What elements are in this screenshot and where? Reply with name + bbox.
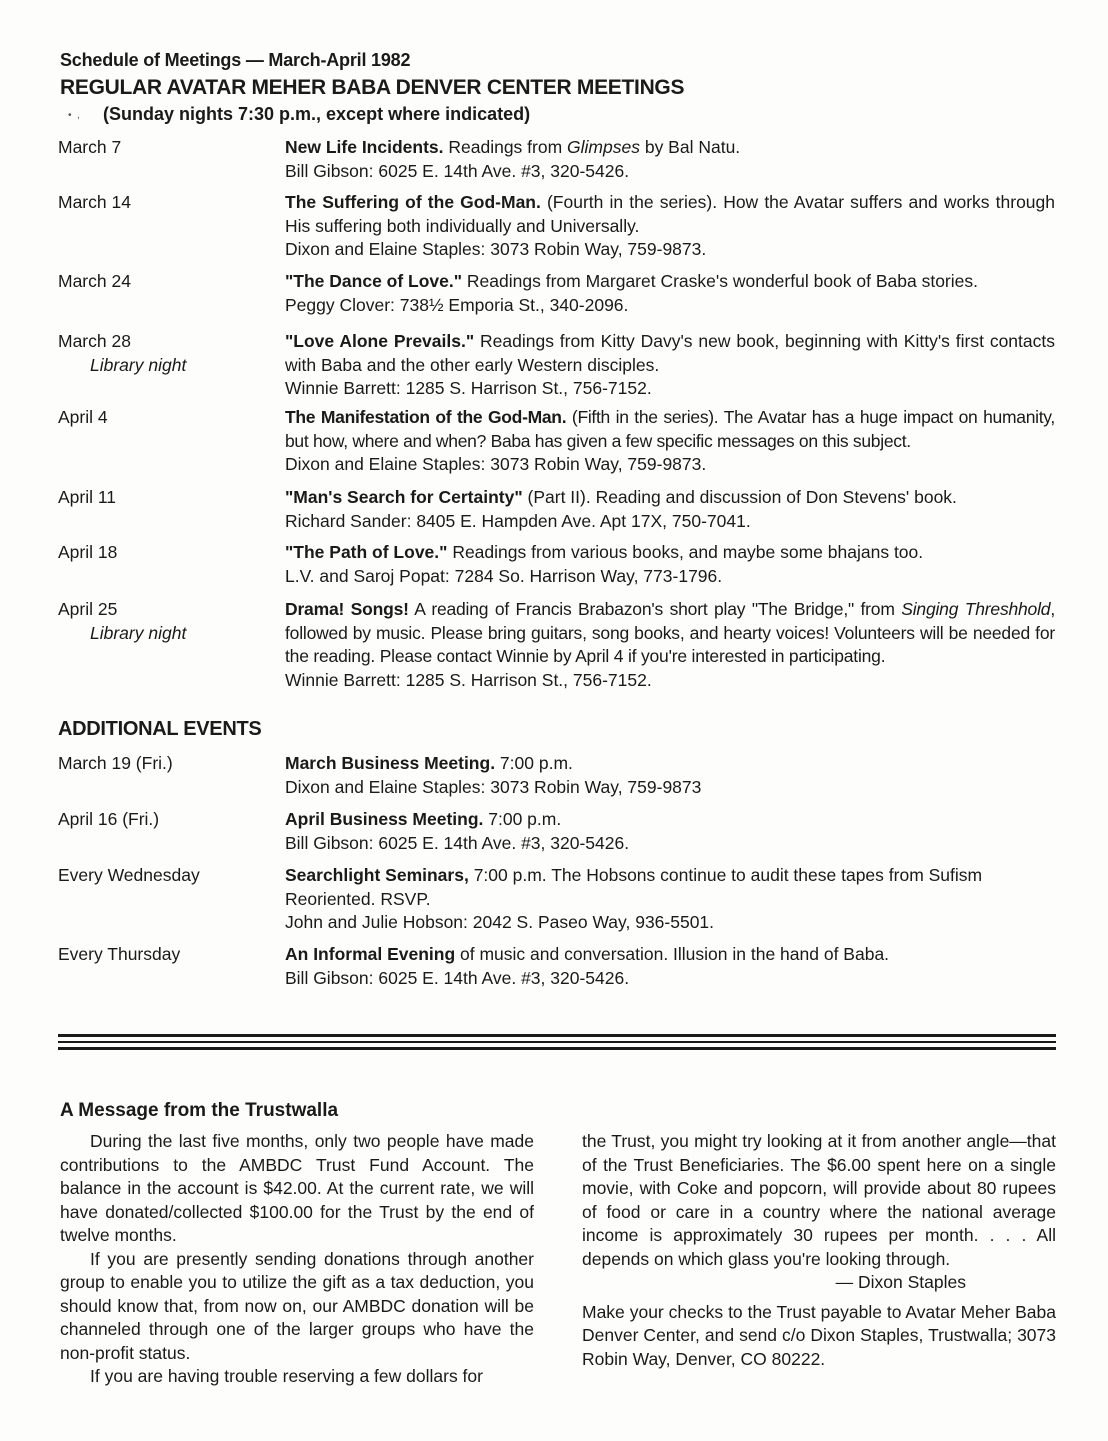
event-title: Searchlight Seminars, [285, 865, 469, 885]
meeting-host: Richard Sander: 8405 E. Hampden Ave. Apt 17X, 750-7041. [285, 510, 751, 531]
library-night-label: Library night [90, 622, 187, 643]
meeting-description: The Suffering of the God-Man. (Fourth in the series). How the Avatar suffers and works through His suffering both individually and Universally. Dixon and Elaine Staples: 3073 Robin Way, 759-9873. [285, 191, 1055, 262]
event-host: Bill Gibson: 6025 E. 14th Ave. #3, 320-5426. [285, 832, 630, 853]
event-date: Every Wednesday [58, 865, 200, 885]
event-title: April Business Meeting. [285, 809, 484, 829]
message-paragraph: During the last five months, only two people have made contributions to the AMBDC Trust Fund Account. The balance in the account is $42.00. At the current rate, we will have donated/collected $100.00 for the Trust by the end of twelve months. [60, 1131, 534, 1245]
additional-events-heading: ADDITIONAL EVENTS [58, 718, 262, 740]
event-host: Bill Gibson: 6025 E. 14th Ave. #3, 320-5426. [285, 967, 630, 988]
meeting-date: March 14 [58, 192, 131, 212]
meeting-host: Winnie Barrett: 1285 S. Harrison St., 756-7152. [285, 669, 652, 690]
meeting-host: Bill Gibson: 6025 E. 14th Ave. #3, 320-5426. [285, 160, 630, 181]
speck-mark: • , [68, 110, 80, 121]
meeting-host: Winnie Barrett: 1285 S. Harrison St., 756-7152. [285, 378, 652, 398]
meeting-date: March 7 [58, 137, 122, 157]
meeting-title: "The Dance of Love." [285, 271, 463, 291]
meeting-host: Dixon and Elaine Staples: 3073 Robin Way, 759-9873. [285, 239, 707, 259]
message-title: A Message from the Trustwalla [60, 1100, 339, 1121]
meeting-title: The Suffering of the God-Man. [285, 192, 541, 212]
event-title: March Business Meeting. [285, 753, 496, 773]
meeting-date: April 11 [58, 487, 117, 507]
meeting-date: March 24 [58, 271, 131, 291]
event-host: Dixon and Elaine Staples: 3073 Robin Way, 759-9873 [285, 776, 702, 797]
event-date: Every Thursday [58, 944, 181, 964]
schedule-heading: REGULAR AVATAR MEHER BABA DENVER CENTER MEETINGS [60, 76, 685, 99]
meeting-date: April 18 [58, 542, 118, 562]
meeting-description: The Manifestation of the God-Man. (Fifth in the series). The Avatar has a huge impact on humanity, but how, where and when? Baba has given a few specific messages on this subject. Dixon and Elaine Staples: 3073 Robin Way, 759-9873. [285, 406, 1055, 477]
meeting-description: New Life Incidents. Readings from Glimpses by Bal Natu. Bill Gibson: 6025 E. 14th Ave. #3, 320-5426. [285, 136, 1055, 183]
message-paragraph: the Trust, you might try looking at it from another angle—that of the Trust Beneficiaries. The $6.00 spent here on a single movie, with Coke and popcorn, will provide about 80 rupees of food or care in a country where the national average income is approximately 30 rupees per month. . . . All depends on which glass you're looking through. [582, 1131, 1056, 1269]
meeting-description: "The Dance of Love." Readings from Margaret Craske's wonderful book of Baba stories. Peggy Clover: 738½ Emporia St., 340-2096. [285, 270, 1055, 317]
event-date: March 19 (Fri.) [58, 753, 173, 773]
schedule-subheading: (Sunday nights 7:30 p.m., except where indicated) [103, 104, 531, 124]
event-description: April Business Meeting. 7:00 p.m. Bill Gibson: 6025 E. 14th Ave. #3, 320-5426. [285, 808, 1055, 855]
message-paragraph: If you are presently sending donations through another group to enable you to utilize the gift as a tax deduction, you should know that, from now on, our AMBDC donation will be channeled through one of the larger groups who have the non-profit status. [60, 1248, 534, 1363]
meeting-description: "The Path of Love." Readings from various books, and maybe some bhajans too. L.V. and Saroj Popat: 7284 So. Harrison Way, 773-1796. [285, 541, 1055, 588]
meeting-title: The Manifestation of the God-Man. [285, 407, 567, 427]
message-column-right [582, 1130, 1056, 1371]
meeting-title: New Life Incidents. [285, 137, 444, 157]
event-title: An Informal Evening [285, 944, 456, 964]
meeting-title: "The Path of Love." [285, 542, 448, 562]
meeting-description: Drama! Songs! A reading of Francis Brabazon's short play "The Bridge," from Singing Threshhold, followed by music. Please bring guitars, song books, and hearty voices! Volunteers will be needed for the reading. Please contact Winnie by April 4 if you're interested in participating. Winnie Barrett: 1285 S. Harrison St., 756-7152. [285, 598, 1055, 692]
library-night-label: Library night [90, 354, 187, 375]
message-paragraph: If you are having trouble reserving a few dollars for [90, 1366, 483, 1386]
meeting-host: Peggy Clover: 738½ Emporia St., 340-2096. [285, 294, 629, 315]
event-description: March Business Meeting. 7:00 p.m. Dixon and Elaine Staples: 3073 Robin Way, 759-9873 [285, 752, 1055, 799]
event-description: An Informal Evening of music and conversation. Illusion in the hand of Baba. Bill Gibson: 6025 E. 14th Ave. #3, 320-5426. [285, 943, 1055, 990]
event-description: Searchlight Seminars, 7:00 p.m. The Hobsons continue to audit these tapes from Sufism Reoriented. RSVP. John and Julie Hobson: 2042 S. Paseo Way, 936-5501. [285, 864, 1055, 935]
meeting-date: April 4 [58, 407, 108, 427]
section-divider [58, 1034, 1056, 1054]
meeting-host: Dixon and Elaine Staples: 3073 Robin Way, 759-9873. [285, 454, 707, 474]
meeting-title: Drama! Songs! [285, 599, 409, 619]
meeting-title: "Love Alone Prevails." [285, 331, 475, 351]
meeting-date: April 25 Library night [58, 598, 278, 645]
message-column-left [60, 1130, 534, 1389]
event-host: John and Julie Hobson: 2042 S. Paseo Way, 936-5501. [285, 912, 715, 932]
meeting-date: March 28 Library night [58, 330, 278, 377]
meeting-description: "Love Alone Prevails." Readings from Kitty Davy's new book, beginning with Kitty's first contacts with Baba and the other early Western disciples. Winnie Barrett: 1285 S. Harrison St., 756-7152. [285, 330, 1055, 401]
message-paragraph: Make your checks to the Trust payable to Avatar Meher Baba Denver Center, and send c/o Dixon Staples, Trustwalla; 3073 Robin Way, Denver, CO 80222. [582, 1301, 1056, 1369]
meeting-description: "Man's Search for Certainty" (Part II). Reading and discussion of Don Stevens' book. Richard Sander: 8405 E. Hampden Ave. Apt 17X, 750-7041. [285, 486, 1055, 533]
meeting-host: L.V. and Saroj Popat: 7284 So. Harrison Way, 773-1796. [285, 565, 723, 586]
meeting-title: "Man's Search for Certainty" [285, 487, 523, 507]
signature: — Dixon Staples [835, 1272, 966, 1292]
event-date: April 16 (Fri.) [58, 809, 160, 829]
schedule-title: Schedule of Meetings — March-April 1982 [60, 50, 411, 70]
